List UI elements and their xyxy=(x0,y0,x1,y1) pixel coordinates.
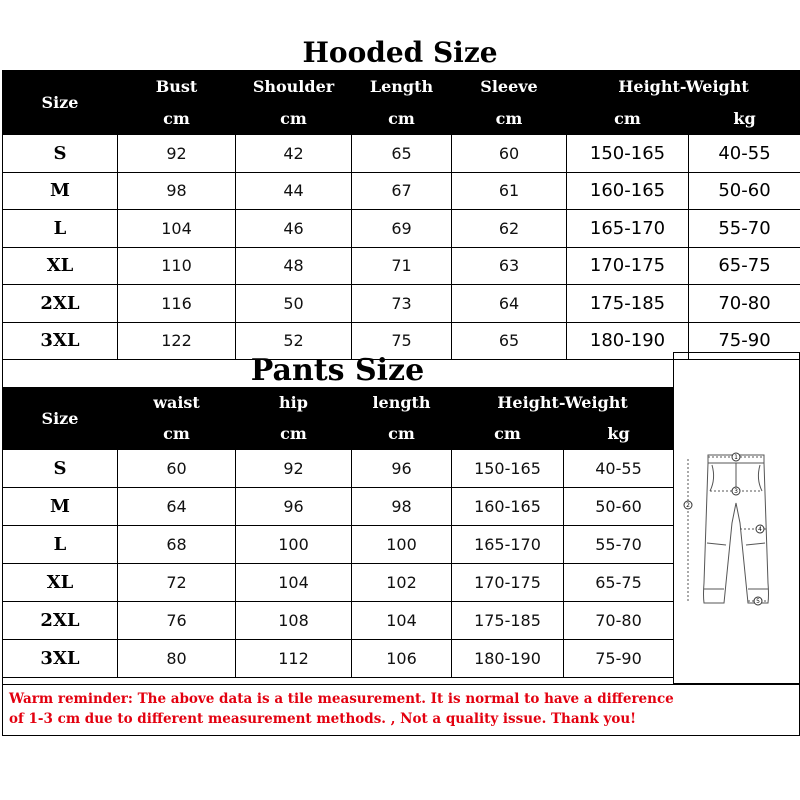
marker-label: 3 xyxy=(734,488,738,495)
table-row xyxy=(3,247,800,285)
length-header: length xyxy=(352,388,452,418)
weight-unit: kg xyxy=(689,103,800,135)
shoulder-unit: cm xyxy=(236,103,352,135)
table-row xyxy=(3,602,674,640)
waist-cell: 64 xyxy=(118,488,236,526)
shoulder-cell: 46 xyxy=(236,210,352,248)
length-cell: 75 xyxy=(352,322,452,360)
hooded-header-row xyxy=(3,71,800,103)
sleeve-cell: 60 xyxy=(452,135,567,173)
shoulder-cell: 52 xyxy=(236,322,352,360)
length-unit: cm xyxy=(352,103,452,135)
shoulder-cell: 44 xyxy=(236,172,352,210)
bust-cell: 122 xyxy=(118,322,236,360)
height-unit: cm xyxy=(567,103,689,135)
hip-unit: cm xyxy=(236,418,352,450)
marker-label: 2 xyxy=(686,502,690,509)
shoulder-header: Shoulder xyxy=(236,71,352,103)
table-row xyxy=(3,172,800,210)
size-header: Size xyxy=(3,71,118,135)
weight-unit: kg xyxy=(564,418,674,450)
shoulder-cell: 42 xyxy=(236,135,352,173)
pants-diagram-panel xyxy=(673,352,800,684)
height-cell: 165-170 xyxy=(452,526,564,564)
table-row xyxy=(3,640,674,678)
length-cell: 98 xyxy=(352,488,452,526)
table-row xyxy=(3,564,674,602)
length-cell: 100 xyxy=(352,526,452,564)
length-cell: 69 xyxy=(352,210,452,248)
pants-size-title: Pants Size xyxy=(250,353,425,388)
length-cell: 73 xyxy=(352,285,452,323)
size-cell: L xyxy=(3,526,118,564)
waist-cell: 76 xyxy=(118,602,236,640)
hip-cell: 96 xyxy=(236,488,352,526)
height-cell: 160-165 xyxy=(452,488,564,526)
size-header: Size xyxy=(3,388,118,450)
bust-cell: 116 xyxy=(118,285,236,323)
length-cell: 67 xyxy=(352,172,452,210)
hip-cell: 100 xyxy=(236,526,352,564)
waist-cell: 68 xyxy=(118,526,236,564)
weight-cell: 40-55 xyxy=(564,450,674,488)
warm-reminder-box xyxy=(2,684,800,736)
sleeve-cell: 64 xyxy=(452,285,567,323)
table-row xyxy=(3,285,800,323)
height-cell: 165-170 xyxy=(567,210,689,248)
length-unit: cm xyxy=(352,418,452,450)
waist-cell: 72 xyxy=(118,564,236,602)
weight-cell: 50-60 xyxy=(564,488,674,526)
weight-cell: 70-80 xyxy=(564,602,674,640)
bust-cell: 110 xyxy=(118,247,236,285)
weight-cell: 65-75 xyxy=(564,564,674,602)
sleeve-cell: 62 xyxy=(452,210,567,248)
length-cell: 96 xyxy=(352,450,452,488)
hooded-size-table xyxy=(2,70,800,360)
sleeve-cell: 63 xyxy=(452,247,567,285)
sleeve-cell: 65 xyxy=(452,322,567,360)
height-weight-header: Height-Weight xyxy=(452,388,674,418)
weight-cell: 50-60 xyxy=(689,172,800,210)
height-cell: 160-165 xyxy=(567,172,689,210)
shoulder-cell: 50 xyxy=(236,285,352,323)
weight-cell: 75-90 xyxy=(564,640,674,678)
bust-header: Bust xyxy=(118,71,236,103)
height-cell: 150-165 xyxy=(452,450,564,488)
length-cell: 65 xyxy=(352,135,452,173)
waist-cell: 60 xyxy=(118,450,236,488)
hip-cell: 104 xyxy=(236,564,352,602)
height-unit: cm xyxy=(452,418,564,450)
hip-cell: 92 xyxy=(236,450,352,488)
table-row xyxy=(3,526,674,564)
size-cell: 3XL xyxy=(3,322,118,360)
size-cell: S xyxy=(3,135,118,173)
height-cell: 150-165 xyxy=(567,135,689,173)
warm-reminder-text: Warm reminder: The above data is a tile measurement. It is normal to have a difference of 1-3 cm due to different measurement methods. , Not a quality issue. Thank you! xyxy=(9,691,674,727)
length-cell: 104 xyxy=(352,602,452,640)
marker-label: 1 xyxy=(734,454,738,461)
height-cell: 175-185 xyxy=(567,285,689,323)
size-cell: 2XL xyxy=(3,602,118,640)
size-cell: M xyxy=(3,172,118,210)
weight-cell: 40-55 xyxy=(689,135,800,173)
hooded-size-title: Hooded Size xyxy=(302,36,498,69)
sleeve-cell: 61 xyxy=(452,172,567,210)
sleeve-header: Sleeve xyxy=(452,71,567,103)
length-header: Length xyxy=(352,71,452,103)
table-row xyxy=(3,450,674,488)
size-cell: L xyxy=(3,210,118,248)
table-row xyxy=(3,210,800,248)
size-cell: 3XL xyxy=(3,640,118,678)
weight-cell: 70-80 xyxy=(689,285,800,323)
bust-unit: cm xyxy=(118,103,236,135)
table-row xyxy=(3,488,674,526)
hip-cell: 108 xyxy=(236,602,352,640)
length-cell: 102 xyxy=(352,564,452,602)
waist-unit: cm xyxy=(118,418,236,450)
weight-cell: 55-70 xyxy=(689,210,800,248)
waist-header: waist xyxy=(118,388,236,418)
height-cell: 170-175 xyxy=(452,564,564,602)
bust-cell: 104 xyxy=(118,210,236,248)
height-cell: 175-185 xyxy=(452,602,564,640)
height-cell: 180-190 xyxy=(567,322,689,360)
marker-label: 4 xyxy=(758,526,762,533)
pants-size-table xyxy=(2,387,674,678)
weight-cell: 75-90 xyxy=(689,322,800,360)
size-cell: XL xyxy=(3,247,118,285)
bust-cell: 92 xyxy=(118,135,236,173)
size-cell: S xyxy=(3,450,118,488)
marker-label: 5 xyxy=(756,598,760,605)
sleeve-unit: cm xyxy=(452,103,567,135)
size-cell: 2XL xyxy=(3,285,118,323)
hip-cell: 112 xyxy=(236,640,352,678)
height-weight-header: Height-Weight xyxy=(567,71,800,103)
length-cell: 106 xyxy=(352,640,452,678)
weight-cell: 55-70 xyxy=(564,526,674,564)
table-row xyxy=(3,135,800,173)
hip-header: hip xyxy=(236,388,352,418)
pants-header-row xyxy=(3,388,674,418)
pants-measurement-diagram-icon xyxy=(674,433,799,613)
size-cell: XL xyxy=(3,564,118,602)
size-cell: M xyxy=(3,488,118,526)
height-cell: 180-190 xyxy=(452,640,564,678)
waist-cell: 80 xyxy=(118,640,236,678)
bust-cell: 98 xyxy=(118,172,236,210)
hooded-unit-row xyxy=(3,103,800,135)
length-cell: 71 xyxy=(352,247,452,285)
shoulder-cell: 48 xyxy=(236,247,352,285)
height-cell: 170-175 xyxy=(567,247,689,285)
weight-cell: 65-75 xyxy=(689,247,800,285)
